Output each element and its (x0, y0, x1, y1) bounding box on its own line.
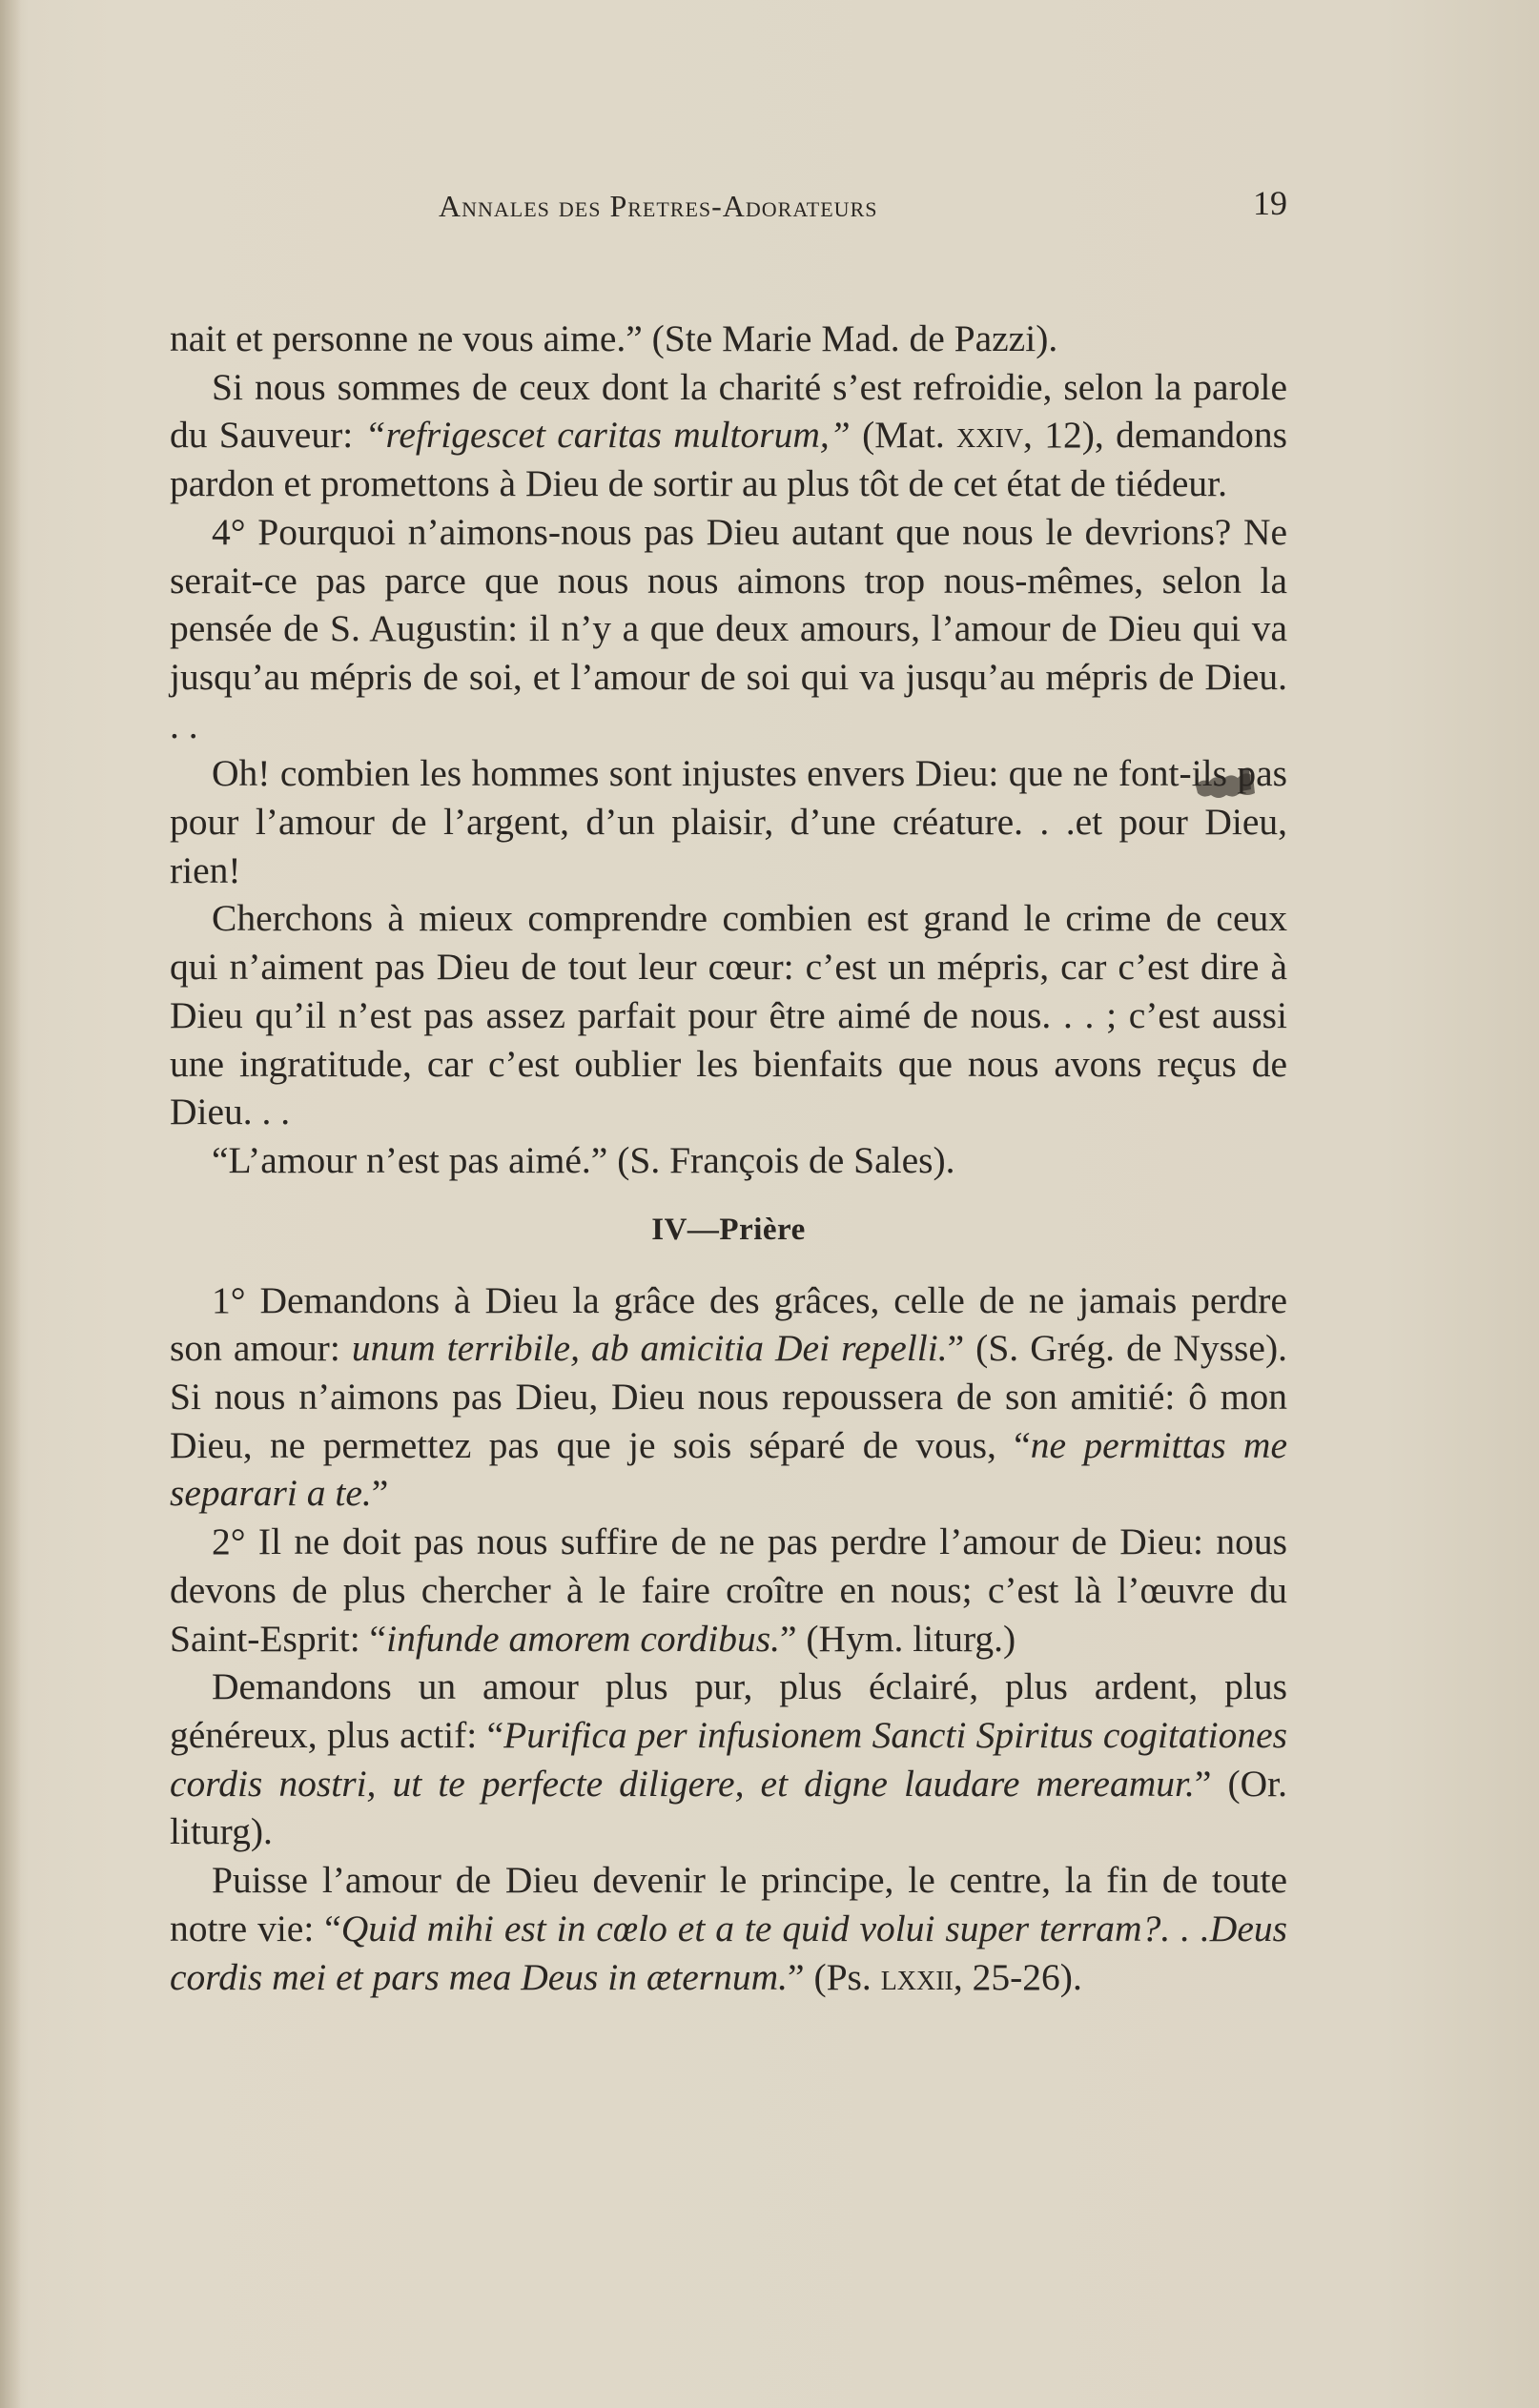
paragraph-text: ” (S. Grég. de Nysse). Si nous n’aimons pas Dieu, Dieu nous repoussera de son amitié: ô mon Dieu, ne permettez pas que je sois séparé de vous, “ (170, 1327, 1287, 1466)
paragraph (170, 1276, 1287, 1519)
paragraph-text: 2° Il ne doit pas nous suffire de ne pas perdre l’amour de Dieu: nous devons de plus chercher à le faire croître en nous; c’est là l’œuvre du Saint-Esprit: “ (170, 1520, 1287, 1660)
roman-numeral: xxiv (956, 414, 1024, 457)
paragraph (170, 894, 1287, 1136)
paragraph (170, 1856, 1287, 2001)
paragraph-text: ” (371, 1472, 389, 1515)
latin-quote: Purifica per infusionem Sancti Spiritus cogitationes cordis nostri, ut te perfecte diligere, et digne laudare mereamur. (170, 1713, 1287, 1805)
latin-quote: Quid mihi est in cœlo et a te quid volui super terram?. . .Deus cordis mei et pars mea Deus in æternum. (170, 1907, 1287, 1998)
roman-numeral: lxxii (880, 1955, 954, 1998)
paragraph-text: Cherchons à mieux comprendre combien est grand le crime de ceux qui n’aiment pas Dieu de tout leur cœur: c’est un mépris, car c’est dire à Dieu qu’il n’est pas assez parfait pour être aimé de nous. . . ; c’est aussi une ingratitude, car c’est oublier les bienfaits que nous avons reçus de Dieu. . . (170, 897, 1287, 1133)
paragraph-text: ” (Hym. liturg.) (779, 1617, 1016, 1660)
paragraph-text: 1° Demandons à Dieu la grâce des grâces, celle de ne jamais perdre son amour: (170, 1278, 1287, 1370)
running-head (170, 181, 1287, 229)
paragraph-text: Demandons un amour plus pur, plus éclairé, plus ardent, plus généreux, plus actif: “ (170, 1665, 1287, 1756)
paragraph (170, 1518, 1287, 1663)
paragraph-text: nait et personne ne vous aime.” (Ste Marie Mad. de Pazzi). (170, 317, 1058, 359)
paragraph-text: ” (Or. liturg). (170, 1762, 1288, 1853)
page-number: 19 (1253, 184, 1287, 222)
latin-quote: infunde amorem cordibus. (386, 1617, 780, 1660)
paragraph-text: , 25-26). (953, 1955, 1082, 1998)
paragraph (170, 1663, 1287, 1856)
paragraph-text: (Mat. (850, 414, 957, 457)
paragraph-text: “L’amour n’est pas aimé.” (S. François de Sales). (212, 1138, 955, 1181)
paragraph-text: , 12), demandons pardon et promettons à Dieu de sortir au plus tôt de cet état de tiédeur. (170, 414, 1287, 505)
paragraph (170, 315, 1287, 363)
paragraph (170, 363, 1287, 508)
binding-edge (0, 0, 21, 2408)
body-text (170, 315, 1287, 2001)
latin-quote: ne permittas me separari a te. (170, 1423, 1287, 1515)
paragraph (170, 508, 1287, 750)
latin-quote: “refrigescet caritas multorum,” (364, 414, 851, 457)
latin-quote: unum terribile, ab amicitia Dei repelli. (351, 1327, 948, 1370)
paragraph (170, 749, 1287, 894)
paragraph (170, 1136, 1287, 1185)
paragraph-text: ” (Ps. (788, 1955, 881, 1998)
running-head-title: Annales des Pretres-Adorateurs (439, 189, 878, 223)
section-heading: IV—Prière (651, 1212, 806, 1247)
paragraph-text: 4° Pourquoi n’aimons-nous pas Dieu autant que nous le devrions? Ne serait-ce pas parce que nous nous aimons trop nous-mêmes, selon la pensée de S. Augustin: il n’y a que deux amours, l’amour de Dieu qui va jusqu’au mépris de soi, et l’amour de soi qui va jusqu’au mépris de Dieu. . . (170, 510, 1287, 746)
paragraph-text: Oh! combien les hommes sont injustes envers Dieu: que ne font-ils pas pour l’amour de l’argent, d’un plaisir, d’une créature. . .et pour Dieu, rien! (170, 752, 1287, 891)
paragraph-text: Si nous sommes de ceux dont la charité s’est refroidie, selon la parole du Sauveur: (170, 365, 1287, 457)
paragraph-text: Puisse l’amour de Dieu devenir le principe, le centre, la fin de toute notre vie: “ (170, 1859, 1287, 1949)
